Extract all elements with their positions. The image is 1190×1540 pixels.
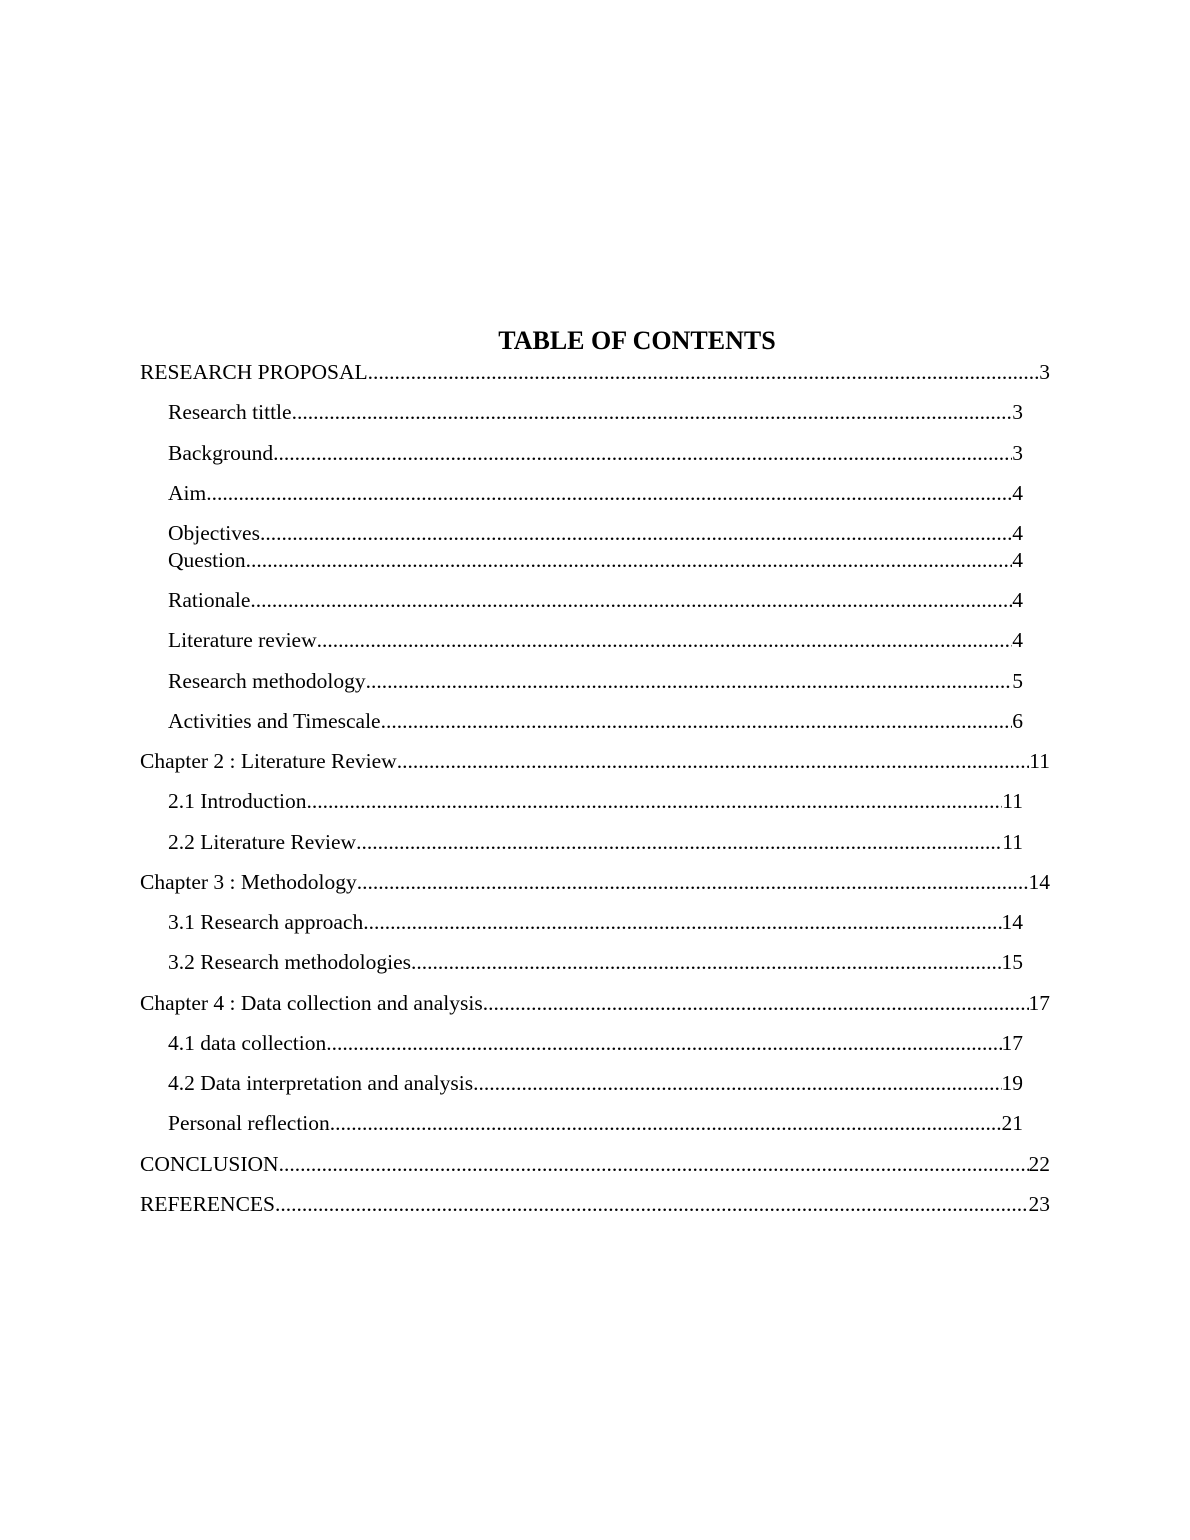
toc-entry-page: 23 — [1028, 1192, 1050, 1216]
toc-leader-dots — [366, 668, 1013, 694]
toc-entry-label: Objectives — [168, 521, 260, 545]
toc-entry-literature-review[interactable] — [168, 627, 1023, 653]
toc-leader-dots — [250, 587, 1012, 613]
toc-leader-dots — [483, 990, 1029, 1016]
toc-leader-dots — [307, 788, 1003, 814]
toc-entry-page: 11 — [1002, 830, 1023, 854]
toc-entry-label: Background — [168, 441, 274, 465]
toc-leader-dots — [356, 829, 1002, 855]
toc-leader-dots — [411, 949, 1001, 975]
toc-entry-background[interactable] — [168, 440, 1023, 466]
toc-entry-research-tittle[interactable] — [168, 399, 1023, 425]
toc-leader-dots — [275, 1191, 1029, 1217]
toc-entry-label: CONCLUSION — [140, 1152, 279, 1176]
toc-leader-dots — [260, 520, 1012, 546]
toc-entry-page: 3 — [1012, 441, 1023, 465]
toc-entry-rationale[interactable] — [168, 587, 1023, 613]
toc-entry-chapter-4[interactable] — [140, 990, 1050, 1016]
toc-leader-dots — [326, 1030, 1001, 1056]
toc-entry-page: 17 — [1001, 1031, 1023, 1055]
toc-entry-3-1-research-approach[interactable] — [168, 909, 1023, 935]
toc-entry-label: Research methodology — [168, 669, 366, 693]
toc-entry-aim[interactable] — [168, 480, 1023, 506]
toc-entry-page: 4 — [1012, 628, 1023, 652]
toc-entry-page: 14 — [1001, 910, 1023, 934]
toc-leader-dots — [368, 359, 1040, 385]
toc-entry-page: 4 — [1012, 548, 1023, 572]
toc-leader-dots — [473, 1070, 1001, 1096]
toc-entry-label: Rationale — [168, 588, 251, 612]
toc-entry-research-proposal[interactable] — [140, 359, 1050, 385]
toc-entry-conclusion[interactable] — [140, 1151, 1050, 1177]
toc-leader-dots — [330, 1110, 1002, 1136]
toc-entry-page: 4 — [1012, 588, 1023, 612]
toc-entry-label: Literature review — [168, 628, 317, 652]
toc-entry-label: 3.2 Research methodologies — [168, 950, 412, 974]
toc-entry-label: REFERENCES — [140, 1192, 275, 1216]
toc-entry-activities-and-timescale[interactable] — [168, 708, 1023, 734]
toc-entry-label: Chapter 3 : Methodology — [140, 870, 357, 894]
toc-entry-page: 21 — [1001, 1111, 1023, 1135]
toc-entry-label: Chapter 4 : Data collection and analysis — [140, 991, 483, 1015]
toc-entry-label: Question — [168, 548, 246, 572]
toc-entry-label: Activities and Timescale — [168, 709, 381, 733]
toc-entry-page: 17 — [1028, 991, 1050, 1015]
toc-entry-label: 3.1 Research approach — [168, 910, 364, 934]
toc-entry-chapter-2[interactable] — [140, 748, 1050, 774]
toc-leader-dots — [279, 1151, 1029, 1177]
toc-entry-2-1-introduction[interactable] — [168, 788, 1023, 814]
toc-title: TABLE OF CONTENTS — [498, 326, 776, 355]
toc-entry-page: 3 — [1039, 360, 1050, 384]
toc-entry-label: RESEARCH PROPOSAL — [140, 360, 368, 384]
toc-leader-dots — [246, 547, 1013, 573]
toc-entry-page: 6 — [1012, 709, 1023, 733]
toc-entry-page: 14 — [1028, 870, 1050, 894]
toc-entry-page: 19 — [1001, 1071, 1023, 1095]
toc-entry-label: 2.2 Literature Review — [168, 830, 357, 854]
toc-leader-dots — [292, 399, 1013, 425]
toc-entry-page: 22 — [1028, 1152, 1050, 1176]
toc-leader-dots — [273, 440, 1012, 466]
toc-entry-2-2-literature-review[interactable] — [168, 829, 1023, 855]
toc-leader-dots — [206, 480, 1012, 506]
toc-entry-chapter-3[interactable] — [140, 869, 1050, 895]
toc-entry-research-methodology[interactable] — [168, 668, 1023, 694]
toc-entry-page: 4 — [1012, 521, 1023, 545]
toc-entry-label: Research tittle — [168, 400, 292, 424]
toc-leader-dots — [357, 869, 1029, 895]
toc-entry-page: 11 — [1029, 749, 1050, 773]
toc-entry-objectives[interactable] — [168, 520, 1023, 546]
toc-leader-dots — [317, 627, 1013, 653]
toc-entry-page: 5 — [1012, 669, 1023, 693]
toc-entry-label: 2.1 Introduction — [168, 789, 307, 813]
toc-entry-page: 4 — [1012, 481, 1023, 505]
toc-entry-4-1-data-collection[interactable] — [168, 1030, 1023, 1056]
toc-entry-page: 11 — [1002, 789, 1023, 813]
toc-entry-label: 4.1 data collection — [168, 1031, 327, 1055]
toc-entry-label: Personal reflection — [168, 1111, 330, 1135]
toc-entry-personal-reflection[interactable] — [168, 1110, 1023, 1136]
toc-entry-label: 4.2 Data interpretation and analysis — [168, 1071, 474, 1095]
toc-entry-label: Aim — [168, 481, 207, 505]
toc-entry-4-2-data-interpretation[interactable] — [168, 1070, 1023, 1096]
toc-leader-dots — [397, 748, 1030, 774]
toc-entry-3-2-research-methodologies[interactable] — [168, 949, 1023, 975]
toc-leader-dots — [363, 909, 1001, 935]
toc-entry-page: 3 — [1012, 400, 1023, 424]
toc-entry-references[interactable] — [140, 1191, 1050, 1217]
toc-entry-label: Chapter 2 : Literature Review — [140, 749, 397, 773]
toc-leader-dots — [381, 708, 1013, 734]
toc-entry-question[interactable] — [168, 547, 1023, 573]
toc-entry-page: 15 — [1001, 950, 1023, 974]
